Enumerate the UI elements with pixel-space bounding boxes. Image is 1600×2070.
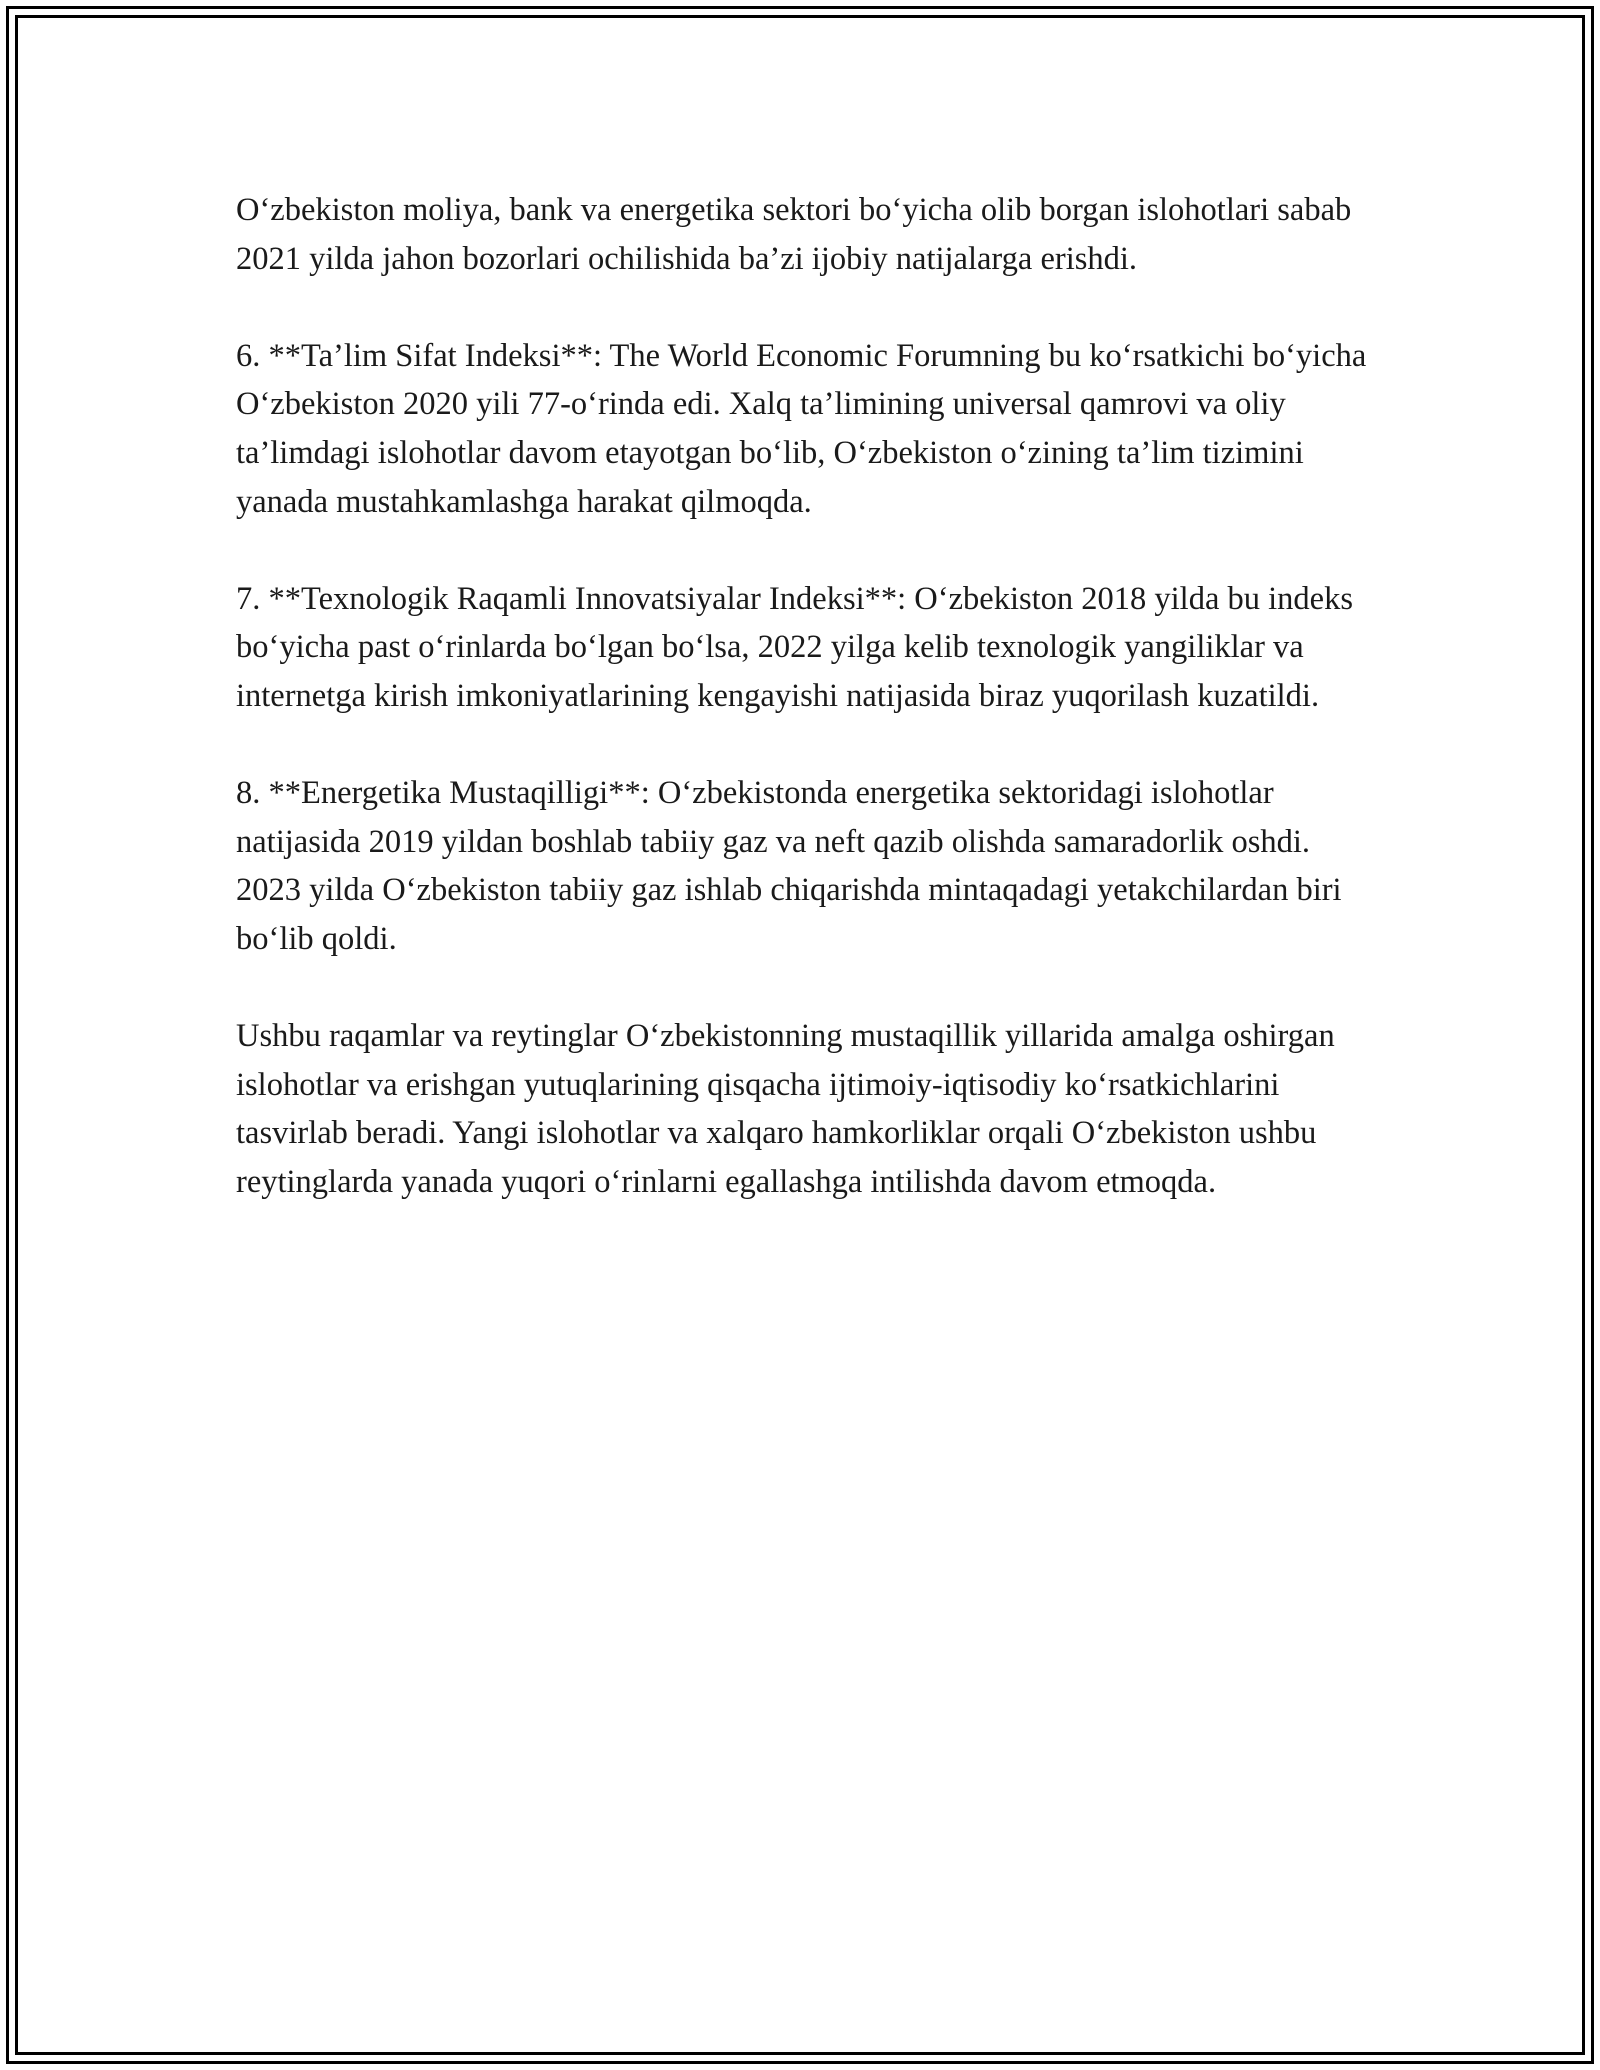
document-body xyxy=(236,186,1376,1255)
paragraph-item-8-energy-independence: 8. **Energetika Mustaqilligi**: O‘zbekistonda energetika sektoridagi islohotlar natijasida 2019 yildan boshlab tabiiy gaz va neft qazib olishda samaradorlik oshdi. 2023 yilda O‘zbekiston tabiiy gaz ishlab chiqarishda mintaqadagi yetakchilardan biri bo‘lib qoldi. xyxy=(236,775,1342,957)
paragraph-item-6-education-quality: 6. **Ta’lim Sifat Indeksi**: The World Economic Forumning bu ko‘rsatkichi bo‘yicha O‘zbekiston 2020 yili 77-o‘rinda edi. Xalq ta’limining universal qamrovi va oliy ta’limdagi islohotlar davom etayotgan bo‘lib, O‘zbekiston o‘zining ta’lim tizimini yanada mustahkamlashga harakat qilmoqda. xyxy=(236,337,1367,520)
paragraph-intro: O‘zbekiston moliya, bank va energetika sektori bo‘yicha olib borgan islohotlari sabab 2021 yilda jahon bozorlari ochilishida ba’zi ijobiy natijalarga erishdi. xyxy=(236,192,1352,277)
paragraph-item-7-digital-innovation: 7. **Texnologik Raqamli Innovatsiyalar Indeksi**: O‘zbekiston 2018 yilda bu indeks bo‘yicha past o‘rinlarda bo‘lgan bo‘lsa, 2022 yilga kelib texnologik yangiliklar va internetga kirish imkoniyatlarining kengayishi natijasida biraz yuqorilash kuzatildi. xyxy=(236,580,1353,714)
paragraph-conclusion: Ushbu raqamlar va reytinglar O‘zbekistonning mustaqillik yillarida amalga oshirgan islohotlar va erishgan yutuqlarining qisqacha ijtimoiy-iqtisodiy ko‘rsatkichlarini tasvirlab beradi. Yangi islohotlar va xalqaro hamkorliklar orqali O‘zbekiston ushbu reytinglarda yanada yuqori o‘rinlarni egallashga intilishda davom etmoqda. xyxy=(236,1018,1335,1200)
